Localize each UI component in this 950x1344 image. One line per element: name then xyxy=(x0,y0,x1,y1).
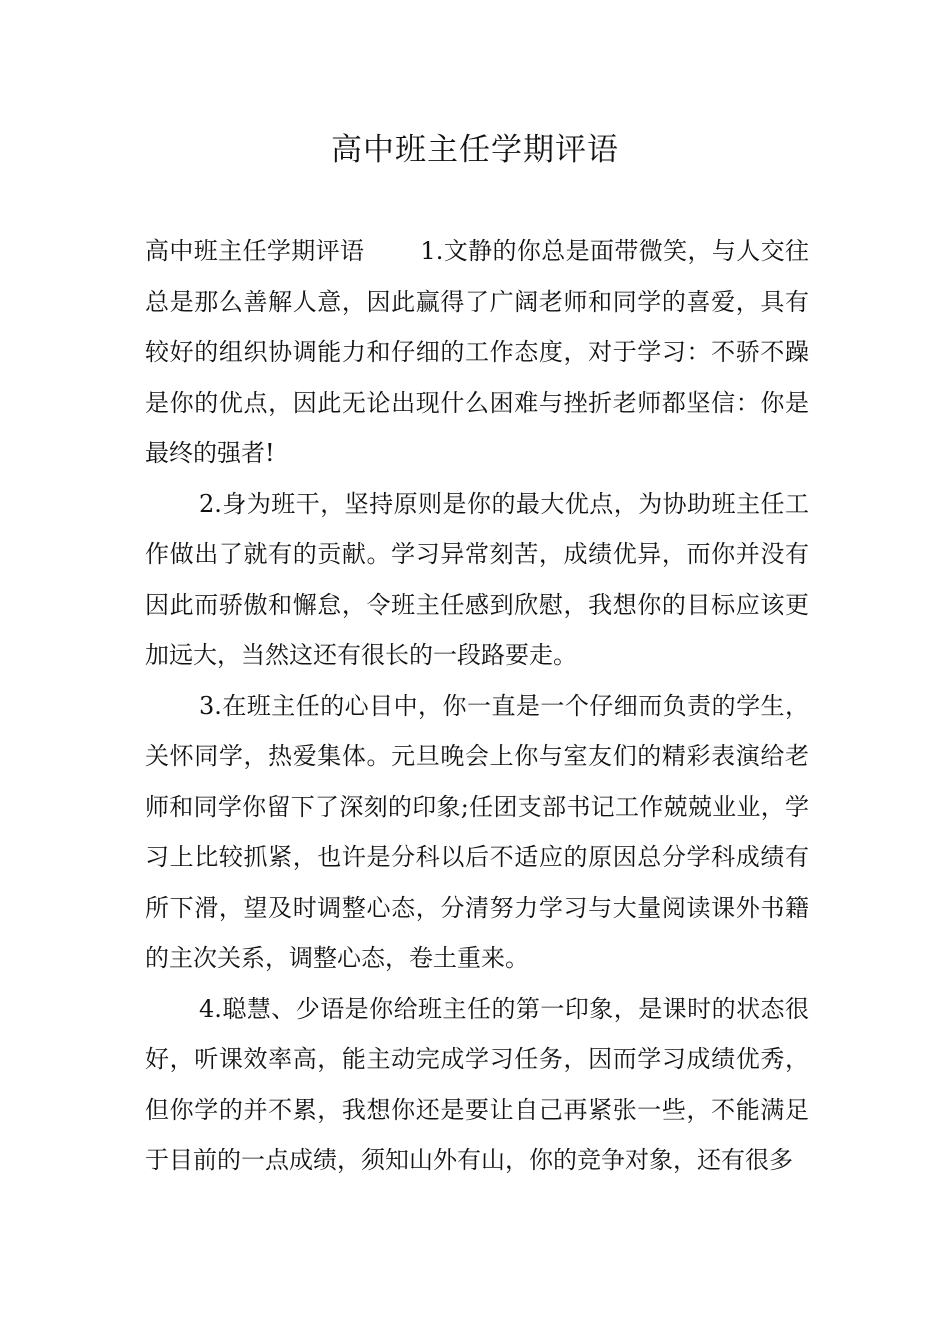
paragraph-1 xyxy=(145,226,809,479)
document-title: 高中班主任学期评语 xyxy=(331,132,619,168)
document-body xyxy=(145,226,809,1186)
paragraph-3: 3.在班主任的心目中，你一直是一个仔细而负责的学生，关怀同学，热爱集体。元旦晚会上你与室友们的精彩表演给老师和同学你留下了深刻的印象;任团支部书记工作兢兢业业，学习上比较抓紧，也许是分科以后不适应的原因总分学科成绩有所下滑，望及时调整心态，分清努力学习与大量阅读课外书籍的主次关系，调整心态，卷土重来。 xyxy=(145,691,809,972)
lead-label: 高中班主任学期评语 xyxy=(145,237,365,265)
paragraph-4: 4.聪慧、少语是你给班主任的第一印象，是课时的状态很好，听课效率高，能主动完成学习任务，因而学习成绩优秀，但你学的并不累，我想你还是要让自己再紧张一些，不能满足于目前的一点成绩，须知山外有山，你的竞争对象，还有很多 xyxy=(145,994,809,1174)
paragraph-2: 2.身为班干，坚持原则是你的最大优点，为协助班主任工作做出了就有的贡献。学习异常刻苦，成绩优异，而你并没有因此而骄傲和懈怠，令班主任感到欣慰，我想你的目标应该更加远大，当然这还有很长的一段路要走。 xyxy=(145,489,809,669)
paragraph-1-text: 1.文静的你总是面带微笑，与人交往总是那么善解人意，因此赢得了广阔老师和同学的喜爱，具有较好的组织协调能力和仔细的工作态度，对于学习：不骄不躁是你的优点，因此无论出现什么困难与挫折老师都坚信：你是最终的强者! xyxy=(145,237,810,467)
